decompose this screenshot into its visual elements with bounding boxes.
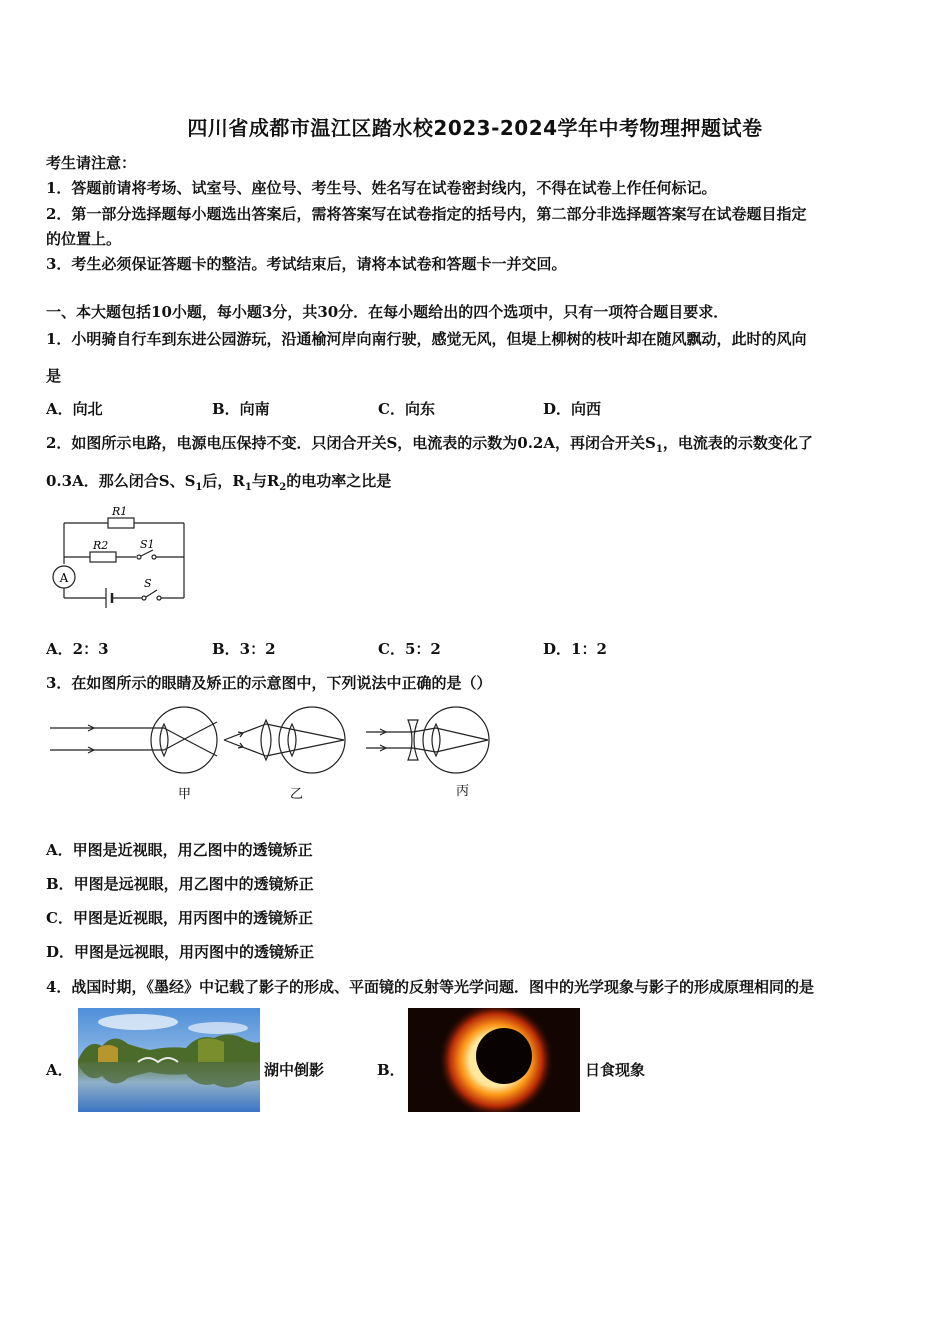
notice-item-2-cont: 的位置上。 bbox=[46, 230, 122, 248]
q2-option-b: B．3：2 bbox=[212, 640, 276, 658]
notice-heading: 考生请注意： bbox=[46, 154, 137, 172]
q1-option-c: C．向东 bbox=[378, 400, 435, 418]
eye-label-yi: 乙 bbox=[290, 787, 304, 802]
q2-text-cont: 0.3A．那么闭合S、$S_1$后，$R_1$与$R_2$的电功率之比是 bbox=[46, 472, 392, 493]
q4-option-a-letter: A． bbox=[46, 1061, 73, 1079]
q4-text: 4．战国时期，《墨经》中记载了影子的形成、平面镜的反射等光学问题．图中的光学现象与影子的形成原理相同的是 bbox=[46, 978, 814, 996]
q4-option-a-caption: 湖中倒影 bbox=[264, 1061, 325, 1079]
r1-label: R1 bbox=[112, 505, 128, 518]
q4-option-b-caption: 日食现象 bbox=[585, 1061, 646, 1079]
q1-text: 1．小明骑自行车到东进公园游玩，沿通榆河岸向南行驶，感觉无风，但堤上柳树的枝叶却在随风飘动，此时的风向 bbox=[46, 330, 807, 348]
solar-eclipse-image bbox=[408, 1008, 580, 1112]
section-heading: 一、本大题包括10小题，每小题3分，共30分．在每小题给出的四个选项中，只有一项符合题目要求． bbox=[46, 303, 729, 321]
q1-option-a: A．向北 bbox=[46, 400, 103, 418]
r2-label: R2 bbox=[93, 539, 109, 552]
q3-option-b: B．甲图是远视眼，用乙图中的透镜矫正 bbox=[46, 875, 314, 893]
q1-option-d: D．向西 bbox=[543, 400, 602, 418]
eye-label-jia: 甲 bbox=[178, 787, 192, 802]
q3-text: 3．在如图所示的眼睛及矫正的示意图中，下列说法中正确的是（） bbox=[46, 674, 492, 692]
page-title: 四川省成都市温江区踏水校2023-2024学年中考物理押题试卷 bbox=[187, 116, 763, 140]
eye-label-bing: 丙 bbox=[456, 784, 470, 799]
q1-text-cont: 是 bbox=[46, 367, 62, 385]
ammeter-label: A bbox=[59, 571, 69, 585]
q3-option-d: D．甲图是远视眼，用丙图中的透镜矫正 bbox=[46, 943, 315, 961]
q2-option-d: D．1：2 bbox=[543, 640, 607, 658]
q4-option-b-letter: B． bbox=[377, 1061, 405, 1079]
notice-item-1: 1．答题前请将考场、试室号、座位号、考生号、姓名写在试卷密封线内，不得在试卷上作任何标记。 bbox=[46, 179, 717, 197]
circuit-diagram bbox=[44, 500, 194, 610]
q1-option-b: B．向南 bbox=[212, 400, 270, 418]
q2-option-c: C．5：2 bbox=[378, 640, 441, 658]
s-label: S bbox=[144, 577, 152, 590]
notice-item-3: 3．考生必须保证答题卡的整洁。考试结束后，请将本试卷和答题卡一并交回。 bbox=[46, 255, 567, 273]
lake-reflection-image bbox=[78, 1008, 260, 1112]
q2-text: 2．如图所示电路，电源电压保持不变．只闭合开关S，电流表的示数为0.2A，再闭合开关$S_1$，电流表的示数变化了 bbox=[46, 434, 813, 455]
q2-option-a: A．2：3 bbox=[46, 640, 109, 658]
eye-diagrams bbox=[44, 700, 504, 810]
q3-option-c: C．甲图是近视眼，用丙图中的透镜矫正 bbox=[46, 909, 313, 927]
q3-option-a: A．甲图是近视眼，用乙图中的透镜矫正 bbox=[46, 841, 313, 859]
s1-label: S1 bbox=[140, 538, 155, 551]
notice-item-2: 2．第一部分选择题每小题选出答案后，需将答案写在试卷指定的括号内，第二部分非选择题答案写在试卷题目指定 bbox=[46, 205, 807, 223]
